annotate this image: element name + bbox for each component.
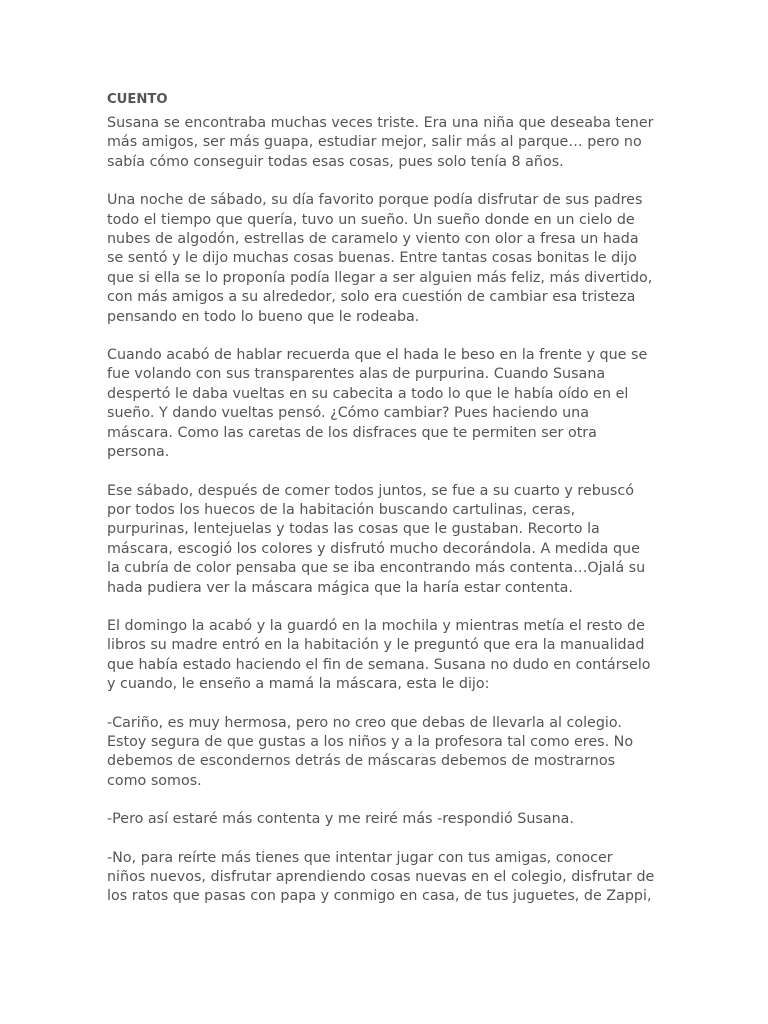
- text-line: -Pero así estaré más contenta y me reiré más -respondió Susana.: [107, 811, 574, 828]
- text-line: Ese sábado, después de comer todos juntos, se fue a su cuarto y rebuscó: [107, 482, 634, 499]
- text-line: sabía cómo conseguir todas esas cosas, pues solo tenía 8 años.: [107, 153, 564, 170]
- text-line: El domingo la acabó y la guardó en la mochila y mientras metía el resto de: [107, 617, 645, 634]
- text-line: los ratos que pasas con papa y conmigo en casa, de tus juguetes, de Zappi,: [107, 888, 652, 905]
- paragraph-1: [107, 114, 667, 172]
- text-line: despertó le daba vueltas en su cabecita a todo lo que le había oído en el: [107, 385, 629, 402]
- text-line: que si ella se lo proponía podía llegar a ser alguien más feliz, más divertido,: [107, 269, 653, 286]
- text-line: persona.: [107, 444, 170, 461]
- paragraph-6: [107, 714, 667, 792]
- text-line: Estoy segura de que gustas a los niños y a la profesora tal como eres. No: [107, 733, 634, 750]
- text-line: pensando en todo lo bueno que le rodeaba.: [107, 308, 420, 325]
- text-line: con más amigos a su alrededor, solo era cuestión de cambiar esa tristeza: [107, 289, 636, 306]
- text-line: más amigos, ser más guapa, estudiar mejor, salir más al parque… pero no: [107, 134, 642, 151]
- text-line: la cubría de color pensaba que se iba encontrando más contenta…Ojalá su: [107, 560, 646, 577]
- text-line: fue volando con sus transparentes alas de purpurina. Cuando Susana: [107, 366, 606, 383]
- text-line: debemos de escondernos detrás de máscaras debemos de mostrarnos: [107, 753, 616, 770]
- paragraph-8: [107, 849, 667, 907]
- text-line: Susana se encontraba muchas veces triste. Era una niña que deseaba tener: [107, 115, 654, 131]
- text-line: todo el tiempo que quería, tuvo un sueño. Un sueño donde en un cielo de: [107, 211, 635, 228]
- paragraph-7: [107, 810, 667, 829]
- text-line: que había estado haciendo el fin de semana. Susana no dudo en contárselo: [107, 656, 651, 673]
- document-page: [107, 90, 667, 926]
- text-line: y cuando, le enseño a mamá la máscara, esta le dijo:: [107, 676, 490, 693]
- text-line: niños nuevos, disfrutar aprendiendo cosas nuevas en el colegio, disfrutar de: [107, 869, 655, 885]
- text-line: -Cariño, es muy hermosa, pero no creo que debas de llevarla al colegio.: [107, 714, 622, 731]
- text-line: nubes de algodón, estrellas de caramelo y viento con olor a fresa un hada: [107, 231, 639, 248]
- text-line: libros su madre entró en la habitación y le preguntó que era la manualidad: [107, 637, 645, 654]
- text-line: Una noche de sábado, su día favorito porque podía disfrutar de sus padres: [107, 192, 643, 209]
- paragraph-3: [107, 346, 667, 462]
- text-line: como somos.: [107, 772, 202, 789]
- paragraph-5: [107, 617, 667, 695]
- paragraph-2: [107, 191, 667, 327]
- paragraph-4: [107, 482, 667, 598]
- document-title: CUENTO: [107, 92, 168, 107]
- text-line: -No, para reírte más tienes que intentar jugar con tus amigas, conocer: [107, 849, 613, 866]
- text-line: Cuando acabó de hablar recuerda que el hada le beso en la frente y que se: [107, 347, 648, 364]
- text-line: purpurinas, lentejuelas y todas las cosas que le gustaban. Recorto la: [107, 521, 600, 538]
- text-line: sueño. Y dando vueltas pensó. ¿Cómo cambiar? Pues haciendo una: [107, 405, 589, 422]
- text-line: se sentó y le dijo muchas cosas buenas. Entre tantas cosas bonitas le dijo: [107, 250, 637, 267]
- text-line: hada pudiera ver la máscara mágica que la haría estar contenta.: [107, 579, 573, 596]
- text-line: máscara, escogió los colores y disfrutó mucho decorándola. A medida que: [107, 540, 640, 557]
- text-line: máscara. Como las caretas de los disfraces que te permiten ser otra: [107, 424, 597, 441]
- text-line: por todos los huecos de la habitación buscando cartulinas, ceras,: [107, 501, 576, 518]
